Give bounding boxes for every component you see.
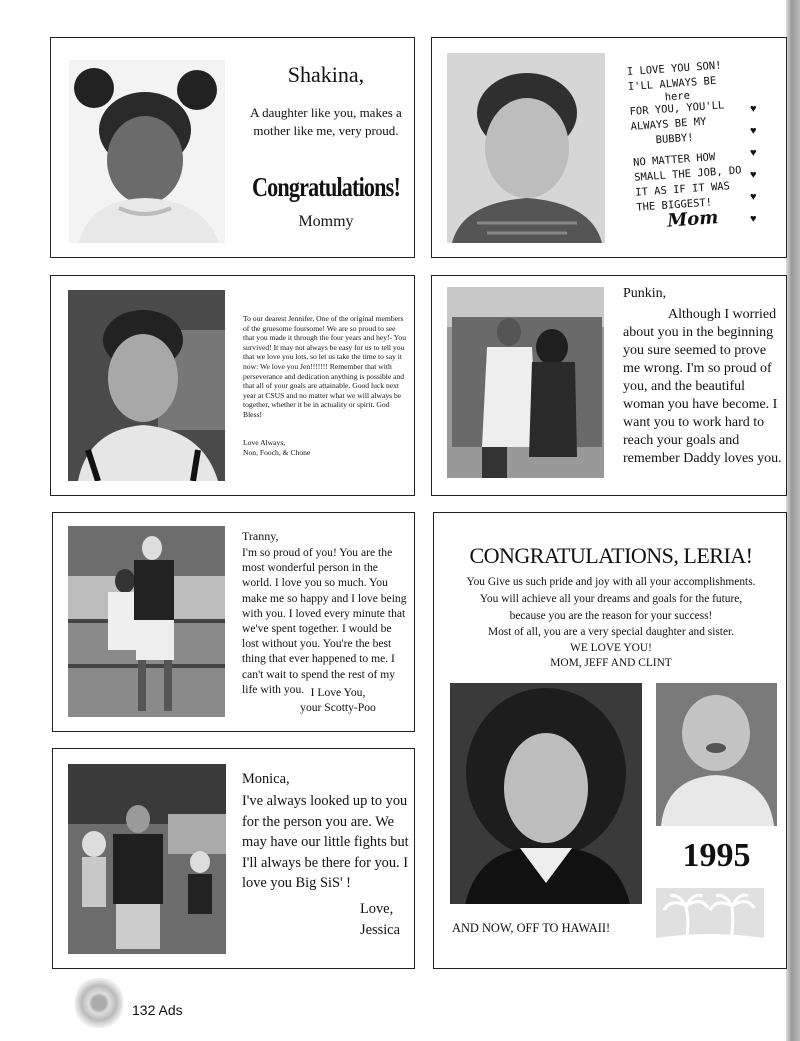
photo-tranny — [68, 526, 225, 717]
ad6-footer: AND NOW, OFF TO HAWAII! — [452, 921, 611, 935]
ad1-signature: Mommy — [298, 213, 354, 230]
ad3-signature: Non, Fooch, & Chone — [243, 448, 311, 457]
ad6-line: WE LOVE YOU! — [570, 642, 652, 654]
note-line: FOR YOU, YOU'LL — [629, 99, 725, 118]
photo-monica — [68, 764, 226, 954]
note-line: BUBBY! — [655, 131, 694, 147]
ad7-closing: Love, — [360, 901, 394, 917]
photo-leria-senior — [450, 683, 642, 904]
palm-tree-icon — [656, 888, 764, 950]
ad6-year: 1995 — [682, 837, 751, 874]
note-line: I'LL ALWAYS BE — [627, 74, 717, 94]
heart-icons: ♥ ♥ ♥ ♥ ♥ ♥ — [750, 103, 757, 225]
ad3-closing: Love Always, — [243, 438, 286, 447]
ad5-message: I'm so proud of you! You are the most wonderful person in the world. I love you so much. You make me so happy and I love being with you. I loved every minute that we've spent together. I would be lost without you. You're the best thing that ever happened to me. I can't wait to spend the rest of my life with you. — [242, 546, 407, 696]
ad1-headline: Congratulations! — [251, 172, 401, 202]
ad5-closing: I Love You, — [310, 686, 366, 699]
footer-ornament — [75, 978, 123, 1028]
note-line: I LOVE YOU SON! — [626, 59, 722, 79]
ad2-signature: Mom — [666, 207, 719, 232]
ad-tranny — [52, 512, 415, 732]
note-line: SMALL THE JOB, DO — [633, 164, 742, 184]
photo-leria-baby — [656, 683, 777, 826]
ad7-signature: Jessica — [360, 922, 400, 938]
ad4-message: Although I worried about you in the beginning you sure seemed to prove me wrong. I'm so proud of you, and the beautiful woman you have become. I want you to work hard to reach your goals and remember Daddy loves you. — [623, 307, 782, 466]
page-number: 132 Ads — [132, 1002, 183, 1018]
page-binding-edge — [786, 0, 800, 1041]
ad-shakina — [50, 37, 415, 258]
photo-punkin — [447, 287, 604, 478]
photo-shakina — [69, 60, 225, 243]
photo-son — [447, 53, 605, 243]
ad1-name: Shakina, — [287, 62, 365, 87]
ad6-line: MOM, JEFF AND CLINT — [550, 657, 672, 669]
ad4-greeting: Punkin, — [623, 286, 667, 301]
ad6-headline: CONGRATULATIONS, LERIA! — [469, 543, 753, 568]
photo-jennifer — [68, 290, 225, 481]
ad6-line: You will achieve all your dreams and goals for the future, — [479, 593, 743, 605]
note-line: here — [664, 89, 691, 104]
ad3-message: To our dearest Jennifer, One of the original members of the gruesome foursome! We are so proud to see that you made it through the four years and hey!- You survived! It may not always be easy for us to tell you that we love you lots, so let us take the time to say it now: We love you Jen!!!!!!! Remember that with perseverance and dedication anything is possible and that all of your goals are attainable. Good luck next year at CSUS and no matter what we will always be together, whether it be in actuality or spirit. God Bless! — [243, 314, 407, 419]
ad7-message: I've always looked up to you for the person you are. We may have our little fights but I'll always be there for you. I love you Big SiS' ! — [242, 793, 409, 891]
ad-jennifer — [50, 275, 415, 496]
note-line: IT AS IF IT WAS — [634, 180, 731, 199]
ad-leria — [433, 512, 787, 969]
ad6-line: Most of all, you are a very special daughter and sister. — [487, 626, 735, 638]
ad5-greeting: Tranny, — [242, 529, 279, 543]
note-line: THE BIGGEST! — [635, 196, 713, 214]
note-line: NO MATTER HOW — [632, 151, 716, 169]
ad-punkin — [431, 275, 787, 496]
ad-monica — [52, 748, 415, 969]
ad7-greeting: Monica, — [242, 771, 290, 787]
ad5-signature: your Scotty-Poo — [300, 701, 376, 714]
ad6-line: You Give us such pride and joy with all your accomplishments. — [466, 576, 756, 588]
ad1-message: A daughter like you, makes a mother like me, very proud. — [250, 105, 402, 138]
note-line: ALWAYS BE MY — [630, 115, 707, 133]
ad6-line: because you are the reason for your success! — [509, 610, 713, 622]
ad-son — [431, 37, 787, 258]
